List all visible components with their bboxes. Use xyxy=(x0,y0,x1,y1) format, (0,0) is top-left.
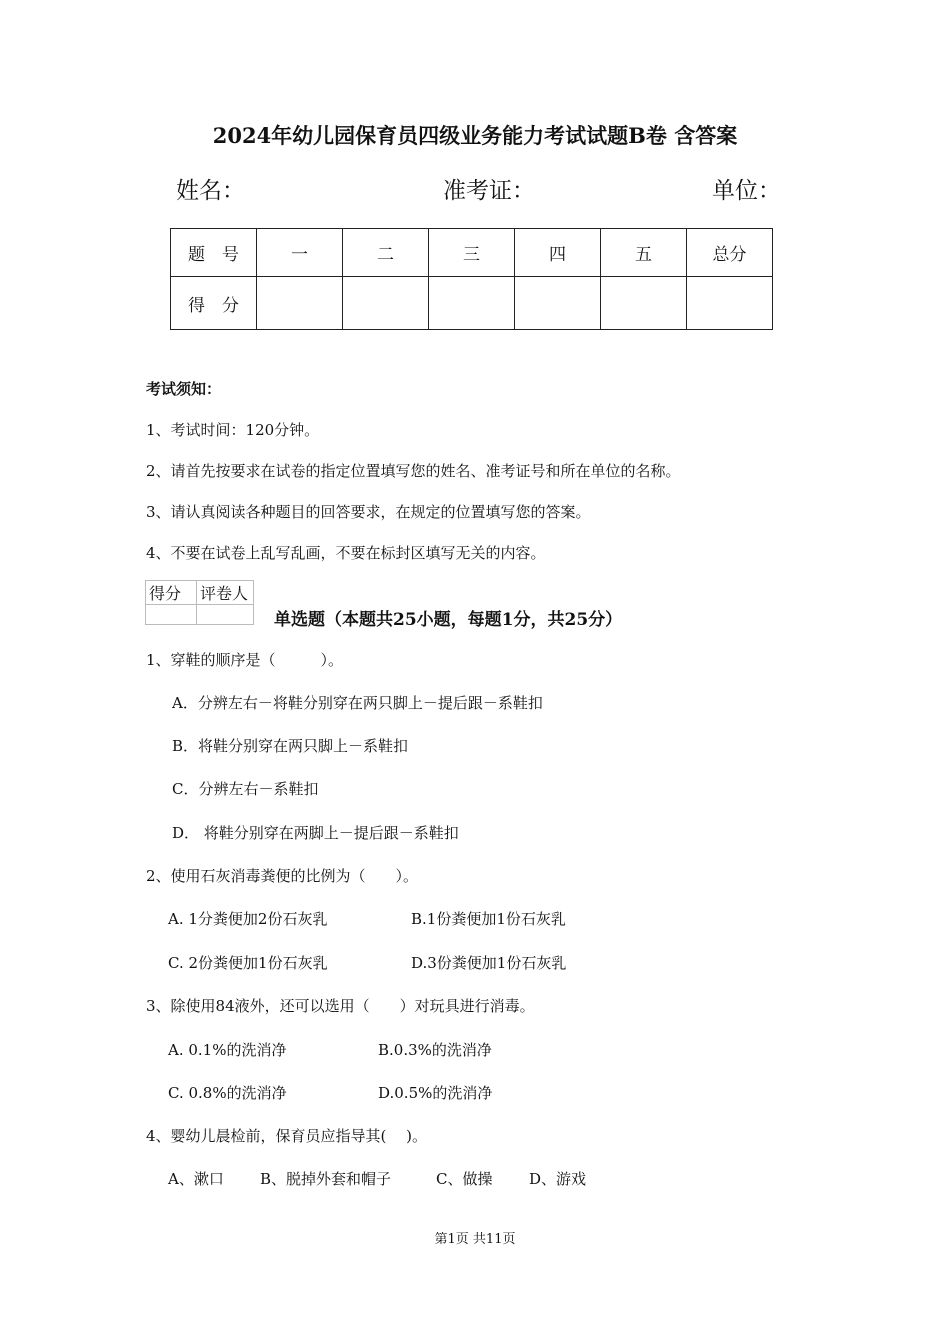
question-option: C. 2份粪便加1份石灰乳 xyxy=(168,954,328,972)
score-table-header-cell: 一 xyxy=(257,229,343,277)
question-option: C．分辨左右－系鞋扣 xyxy=(172,780,319,798)
question-option: C、做操 xyxy=(436,1170,493,1188)
notice-item: 1、考试时间：120分钟。 xyxy=(146,421,320,439)
score-table xyxy=(170,228,773,330)
question-option: A. 0.1%的洗消净 xyxy=(168,1041,287,1059)
grader-name-label: 评卷人 xyxy=(197,581,254,605)
grader-name-cell xyxy=(197,605,254,625)
score-row-label: 得 分 xyxy=(171,277,257,330)
section-title: 单选题（本题共25小题，每题1分，共25分） xyxy=(274,610,623,630)
notice-item: 4、不要在试卷上乱写乱画，不要在标封区填写无关的内容。 xyxy=(146,544,546,562)
score-cell xyxy=(257,277,343,330)
question-option: A. 1分粪便加2份石灰乳 xyxy=(168,910,328,928)
score-table-header-cell: 三 xyxy=(429,229,515,277)
question-option: A、漱口 xyxy=(168,1170,224,1188)
question-option: D.0.5%的洗消净 xyxy=(378,1084,493,1102)
grader-score-label: 得分 xyxy=(146,581,197,605)
score-cell xyxy=(601,277,687,330)
question-stem: 4、婴幼儿晨检前，保育员应指导其( )。 xyxy=(146,1127,428,1145)
page-footer: 第1页 共11页 xyxy=(434,1232,516,1247)
question-option: D． 将鞋分别穿在两脚上－提后跟－系鞋扣 xyxy=(172,824,459,842)
score-table-header-cell: 总分 xyxy=(687,229,773,277)
page-title: 2024年幼儿园保育员四级业务能力考试试题B卷 含答案 xyxy=(212,123,738,148)
grader-score-cell xyxy=(146,605,197,625)
question-stem: 2、使用石灰消毒粪便的比例为（ ）。 xyxy=(146,867,419,885)
exam-id-field-label: 准考证： xyxy=(443,178,535,204)
question-option: B.1份粪便加1份石灰乳 xyxy=(411,910,566,928)
score-table-header-cell: 题 号 xyxy=(171,229,257,277)
score-table-header-cell: 五 xyxy=(601,229,687,277)
score-table-header-cell: 四 xyxy=(515,229,601,277)
question-option: B.0.3%的洗消净 xyxy=(378,1041,492,1059)
name-field-label: 姓名： xyxy=(176,178,245,204)
question-option: D、游戏 xyxy=(529,1170,587,1188)
score-table-header-cell: 二 xyxy=(343,229,429,277)
grader-box xyxy=(145,580,254,625)
unit-field-label: 单位： xyxy=(712,178,781,204)
question-stem: 3、除使用84液外，还可以选用（ ）对玩具进行消毒。 xyxy=(146,997,535,1015)
question-option: B．将鞋分别穿在两只脚上－系鞋扣 xyxy=(172,737,409,755)
question-option: C. 0.8%的洗消净 xyxy=(168,1084,287,1102)
score-cell xyxy=(343,277,429,330)
question-option: A．分辨左右－将鞋分别穿在两只脚上－提后跟－系鞋扣 xyxy=(172,694,543,712)
score-cell xyxy=(687,277,773,330)
notice-item: 2、请首先按要求在试卷的指定位置填写您的姓名、准考证号和所在单位的名称。 xyxy=(146,462,681,480)
score-table-header-row xyxy=(171,229,773,277)
score-cell xyxy=(429,277,515,330)
notice-item: 3、请认真阅读各种题目的回答要求，在规定的位置填写您的答案。 xyxy=(146,503,591,521)
score-table-score-row xyxy=(171,277,773,330)
question-option: D.3份粪便加1份石灰乳 xyxy=(411,954,567,972)
notice-heading: 考试须知： xyxy=(146,380,222,398)
score-cell xyxy=(515,277,601,330)
question-stem: 1、穿鞋的顺序是（ ）。 xyxy=(146,651,344,669)
question-option: B、脱掉外套和帽子 xyxy=(260,1170,392,1188)
